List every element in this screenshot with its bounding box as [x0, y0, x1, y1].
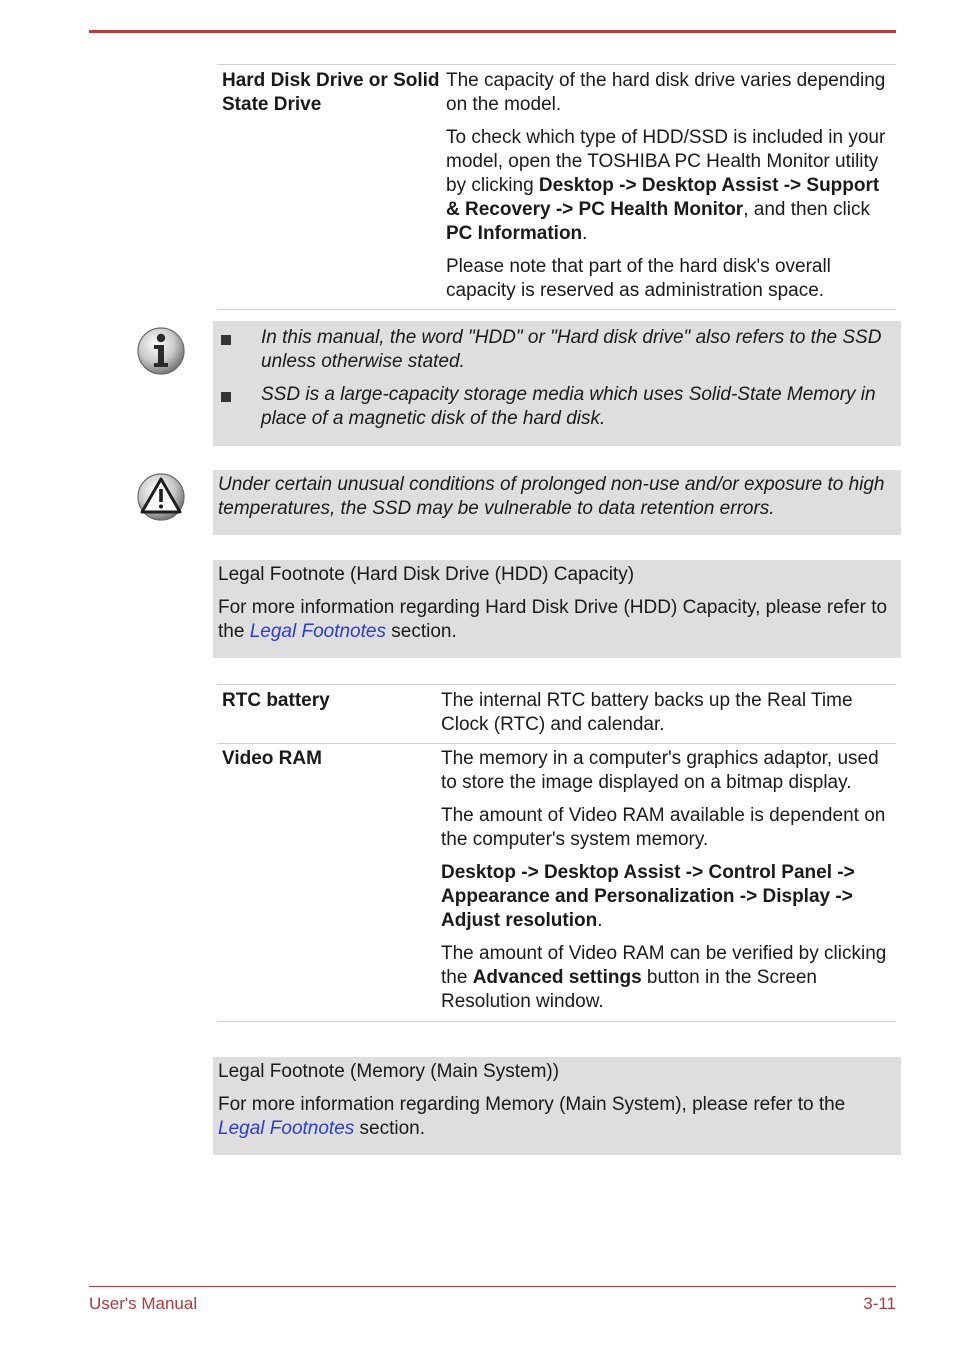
footnote-title: Legal Footnote (Hard Disk Drive (HDD) Capacity)	[218, 564, 635, 585]
caution-note: Under certain unusual conditions of prolonged non-use and/or exposure to high temperatures, the SSD may be vulnerable to data retention errors.	[213, 470, 901, 535]
header-rule	[89, 30, 896, 33]
page-number: 3-11	[863, 1294, 896, 1313]
list-item: In this manual, the word "HDD" or "Hard disk drive" also refers to the SSD unless otherwise stated.	[217, 326, 891, 374]
legal-footnotes-link[interactable]: Legal Footnotes	[249, 621, 386, 642]
footnote-text: For more information regarding Hard Disk Drive (HDD) Capacity, please refer to the Legal Footnotes section.	[218, 597, 888, 642]
table-row	[217, 64, 896, 310]
desc-vram	[441, 747, 896, 1014]
paragraph: The capacity of the hard disk drive varies depending on the model.	[446, 70, 886, 115]
info-icon	[136, 326, 186, 376]
term-rtc: RTC battery	[222, 690, 330, 711]
footer-rule	[89, 1286, 896, 1287]
paragraph: To check which type of HDD/SSD is included in your model, open the TOSHIBA PC Health Monitor utility by clicking Desktop -> Desktop Assist -> Support & Recovery -> PC Health Monitor, and then click PC Information.	[446, 127, 886, 244]
footnote-title: Legal Footnote (Memory (Main System))	[218, 1061, 560, 1082]
paragraph: The amount of Video RAM available is dependent on the computer's system memory.	[441, 805, 886, 850]
bullet	[217, 326, 261, 374]
footer-title: User's Manual	[89, 1294, 198, 1313]
term-vram: Video RAM	[222, 748, 322, 769]
footnote-text: For more information regarding Memory (Main System), please refer to the Legal Footnotes section.	[218, 1094, 846, 1139]
table-row	[217, 743, 896, 1022]
paragraph: Please note that part of the hard disk's overall capacity is reserved as administration space.	[446, 256, 831, 301]
legal-footnote-hdd	[213, 560, 901, 658]
desc-hdd	[446, 69, 896, 303]
table-row	[217, 684, 896, 743]
paragraph: The amount of Video RAM can be verified by clicking the Advanced settings button in the Screen Resolution window.	[441, 943, 887, 1012]
list-item: SSD is a large-capacity storage media which uses Solid-State Memory in place of a magnetic disk of the hard disk.	[217, 383, 891, 431]
desc-rtc: The internal RTC battery backs up the Real Time Clock (RTC) and calendar.	[441, 690, 853, 735]
info-note	[213, 321, 901, 446]
paragraph: Desktop -> Desktop Assist -> Control Panel -> Appearance and Personalization -> Display -> Adjust resolution.	[441, 862, 855, 931]
term-hdd: Hard Disk Drive or Solid State Drive	[222, 70, 440, 115]
spec-table-memory	[217, 684, 896, 1022]
paragraph: The memory in a computer's graphics adaptor, used to store the image displayed on a bitmap display.	[441, 748, 879, 793]
warning-icon	[136, 472, 186, 522]
bullet	[217, 383, 261, 431]
legal-footnote-memory	[213, 1057, 901, 1155]
spec-table-storage	[217, 64, 896, 310]
legal-footnotes-link[interactable]: Legal Footnotes	[218, 1118, 355, 1139]
